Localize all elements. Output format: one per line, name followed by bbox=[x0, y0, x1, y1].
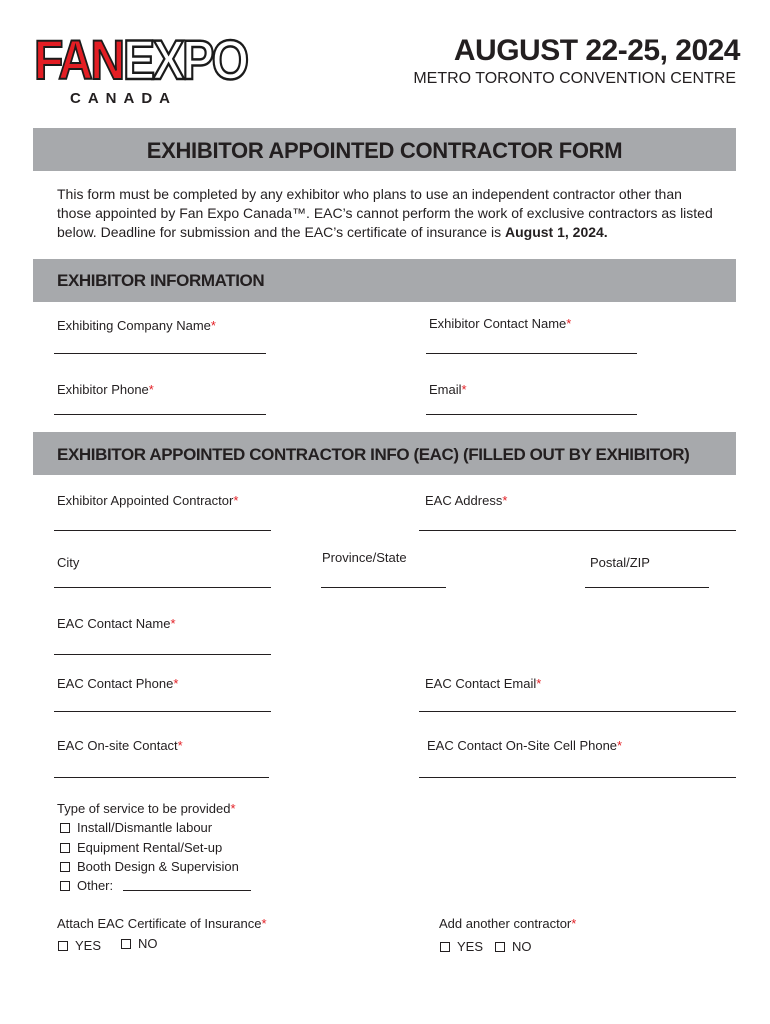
email-label: Email* bbox=[429, 382, 467, 397]
company-name-field[interactable] bbox=[54, 353, 266, 354]
city-field[interactable] bbox=[54, 587, 271, 588]
intro-text bbox=[57, 185, 717, 242]
event-date: AUGUST 22-25, 2024 bbox=[453, 34, 740, 67]
logo-expo-text: EXPO bbox=[123, 28, 247, 91]
checkbox-icon[interactable] bbox=[60, 881, 70, 891]
eac-contact-email-label: EAC Contact Email* bbox=[425, 676, 542, 691]
intro-deadline: August 1, 2024. bbox=[504, 224, 608, 240]
other-service-field[interactable] bbox=[123, 890, 251, 891]
eac-address-field[interactable] bbox=[419, 530, 736, 531]
service-option-install[interactable]: Install/Dismantle labour bbox=[60, 820, 212, 835]
eac-address-label: EAC Address* bbox=[425, 493, 508, 508]
checkbox-icon[interactable] bbox=[440, 942, 450, 952]
contractor-field[interactable] bbox=[54, 530, 271, 531]
eac-contact-phone-label: EAC Contact Phone* bbox=[57, 676, 179, 691]
exhibitor-phone-field[interactable] bbox=[54, 414, 266, 415]
form-title-bar bbox=[33, 128, 736, 171]
logo-canada-text: CANADA bbox=[70, 90, 177, 107]
eac-contact-phone-field[interactable] bbox=[54, 711, 271, 712]
exhibitor-info-bar bbox=[33, 259, 736, 302]
another-no-option[interactable]: NO bbox=[495, 939, 532, 954]
province-field[interactable] bbox=[321, 587, 446, 588]
form-title: EXHIBITOR APPOINTED CONTRACTOR FORM bbox=[146, 138, 623, 163]
service-option-other[interactable]: Other: bbox=[60, 878, 251, 893]
province-label: Province/State bbox=[322, 550, 407, 565]
checkbox-icon[interactable] bbox=[495, 942, 505, 952]
company-name-label: Exhibiting Company Name* bbox=[57, 318, 216, 333]
service-type-label: Type of service to be provided* bbox=[57, 801, 236, 816]
contractor-label: Exhibitor Appointed Contractor* bbox=[57, 493, 239, 508]
eac-info-bar bbox=[33, 432, 736, 475]
event-venue: METRO TORONTO CONVENTION CENTRE bbox=[413, 70, 736, 87]
checkbox-icon[interactable] bbox=[60, 862, 70, 872]
onsite-contact-label: EAC On-site Contact* bbox=[57, 738, 183, 753]
city-label: City bbox=[57, 555, 80, 570]
another-contractor-label: Add another contractor* bbox=[439, 916, 577, 931]
another-yes-option[interactable]: YES bbox=[440, 939, 483, 954]
onsite-phone-label: EAC Contact On-Site Cell Phone* bbox=[427, 738, 623, 753]
eac-info-title: EXHIBITOR APPOINTED CONTRACTOR INFO (EAC) (FILLED OUT BY EXHIBITOR) bbox=[57, 445, 690, 464]
logo-fan-text: FAN bbox=[34, 28, 123, 91]
postal-label: Postal/ZIP bbox=[590, 555, 650, 570]
onsite-phone-field[interactable] bbox=[419, 777, 736, 778]
eac-contact-name-label: EAC Contact Name* bbox=[57, 616, 176, 631]
eac-contact-email-field[interactable] bbox=[419, 711, 736, 712]
intro-body: This form must be completed by any exhibitor who plans to use an independent contractor other than those appointed by Fan Expo Canada™. EAC’s cannot perform the work of exclusive contractors as listed below. Deadline for submission and the EAC’s certificate of insurance is bbox=[57, 186, 713, 240]
exhibitor-phone-label: Exhibitor Phone* bbox=[57, 382, 154, 397]
postal-field[interactable] bbox=[585, 587, 709, 588]
eac-contact-name-field[interactable] bbox=[54, 654, 271, 655]
email-field[interactable] bbox=[426, 414, 637, 415]
checkbox-icon[interactable] bbox=[60, 823, 70, 833]
checkbox-icon[interactable] bbox=[121, 939, 131, 949]
insurance-yes-option[interactable]: YES bbox=[58, 938, 101, 953]
contact-name-label: Exhibitor Contact Name* bbox=[429, 316, 572, 331]
insurance-no-option[interactable]: NO bbox=[121, 936, 158, 951]
fan-expo-logo bbox=[34, 28, 247, 108]
service-option-booth[interactable]: Booth Design & Supervision bbox=[60, 859, 239, 874]
checkbox-icon[interactable] bbox=[60, 843, 70, 853]
onsite-contact-field[interactable] bbox=[54, 777, 269, 778]
logo-wordmark bbox=[34, 28, 267, 91]
service-option-equipment[interactable]: Equipment Rental/Set-up bbox=[60, 840, 222, 855]
checkbox-icon[interactable] bbox=[58, 941, 68, 951]
insurance-label: Attach EAC Certificate of Insurance* bbox=[57, 916, 267, 931]
contact-name-field[interactable] bbox=[426, 353, 637, 354]
exhibitor-info-title: EXHIBITOR INFORMATION bbox=[57, 271, 265, 290]
